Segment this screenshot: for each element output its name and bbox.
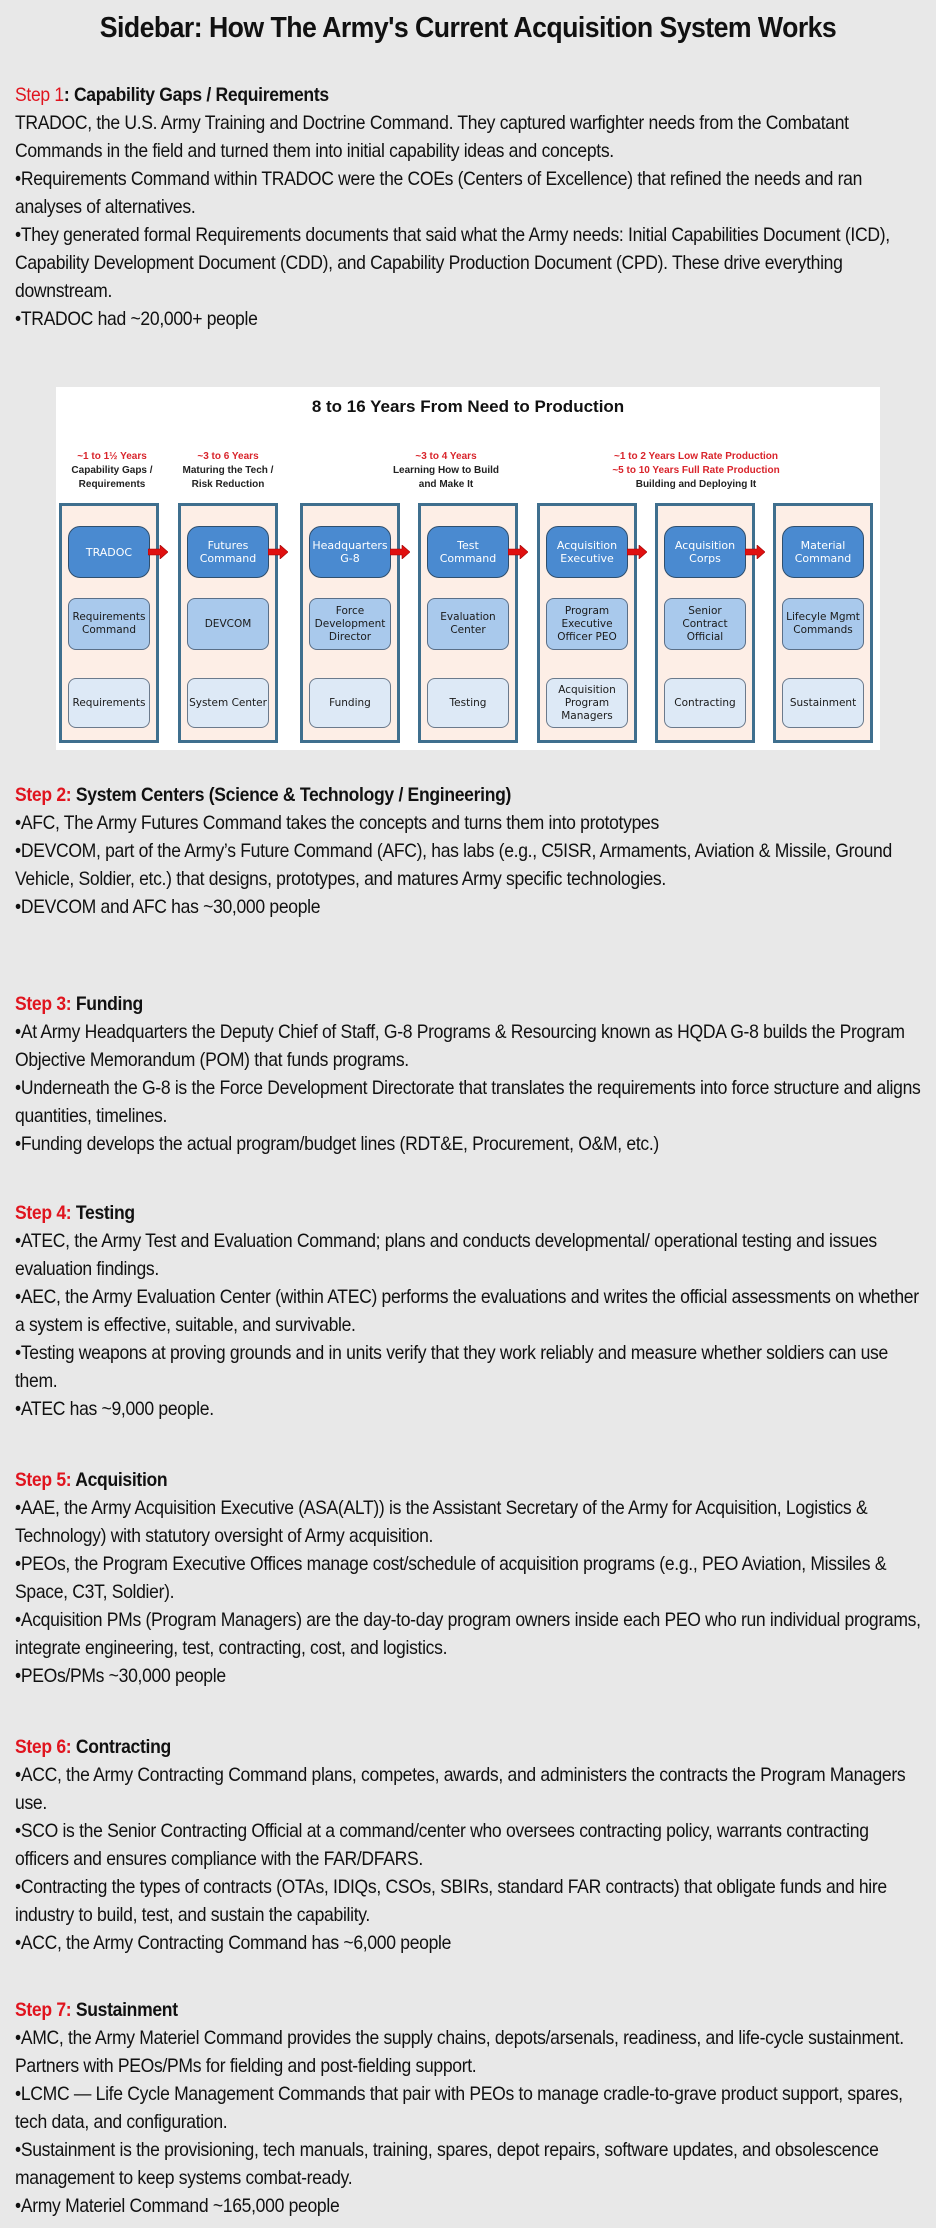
diagram-column	[773, 503, 873, 743]
section-step-2	[15, 781, 925, 921]
phase-years: ~3 to 6 Years	[197, 451, 259, 462]
function-box: System Center	[187, 678, 269, 728]
section-heading	[15, 1733, 925, 1761]
step-title: Acquisition	[75, 1469, 168, 1491]
bullet-item: •SCO is the Senior Contracting Official at a command/center who oversees contracting policy, warrants contracting officers and ensures compliance with the FAR/DFARS.	[15, 1820, 869, 1870]
right-arrow-icon	[627, 545, 647, 559]
section-step-3	[15, 990, 925, 1158]
section-heading	[15, 990, 925, 1018]
section-heading	[15, 1199, 925, 1227]
diagram-column	[300, 503, 400, 743]
bullet-item: •Army Materiel Command ~165,000 people	[15, 2195, 340, 2217]
org-box-top: Material Command	[782, 526, 864, 578]
page-title: Sidebar: How The Army's Current Acquisition System Works	[99, 12, 837, 44]
phase-name: Requirements	[78, 479, 146, 490]
function-box: Requirements	[68, 678, 150, 728]
function-box: Testing	[427, 678, 509, 728]
section-heading	[15, 1996, 925, 2024]
phase-years: ~5 to 10 Years Full Rate Production	[612, 465, 780, 476]
diagram-title: 8 to 16 Years From Need to Production	[311, 397, 625, 416]
section-heading	[15, 81, 925, 109]
section-step-5	[15, 1466, 925, 1690]
bullet-item: •Acquisition PMs (Program Managers) are the day-to-day program owners inside each PEO who run individual programs, integrate engineering, test, contracting, cost, and logistics.	[15, 1609, 921, 1659]
bullet-item: •Testing weapons at proving grounds and in units verify that they work reliably and measure whether soldiers can use them.	[15, 1342, 888, 1392]
bullet-item: •AFC, The Army Futures Command takes the concepts and turns them into prototypes	[15, 812, 659, 834]
right-arrow-icon	[390, 545, 410, 559]
step-title: Sustainment	[75, 1999, 178, 2021]
org-box-mid: Evaluation Center	[427, 598, 509, 650]
right-arrow-icon	[745, 545, 765, 559]
function-box: Sustainment	[782, 678, 864, 728]
org-box-mid: Program Executive Officer PEO	[546, 598, 628, 650]
section-step-4	[15, 1199, 925, 1423]
step-label: Step 6:	[15, 1736, 72, 1758]
step-separator: :	[63, 84, 74, 106]
phase-label	[366, 450, 526, 492]
phase-years: ~1 to 1½ Years	[77, 451, 147, 462]
org-box-top: Futures Command	[187, 526, 269, 578]
paragraph: TRADOC, the U.S. Army Training and Doctrine Command. They captured warfighter needs from the Combatant Commands in the field and turned them into initial capability ideas and concepts.	[15, 112, 849, 162]
right-arrow-icon	[268, 545, 288, 559]
section-step-1	[15, 81, 925, 333]
phase-name: Risk Reduction	[191, 479, 265, 490]
phase-label	[168, 450, 288, 492]
phase-years: ~3 to 4 Years	[415, 451, 477, 462]
org-box-mid: Lifecyle Mgmt Commands	[782, 598, 864, 650]
org-box-top: Acquisition Executive	[546, 526, 628, 578]
bullet-item: •Requirements Command within TRADOC were the COEs (Centers of Excellence) that refined the needs and ran analyses of alternatives.	[15, 168, 863, 218]
function-box: Contracting	[664, 678, 746, 728]
bullet-item: •TRADOC had ~20,000+ people	[15, 308, 258, 330]
section-step-6	[15, 1733, 925, 1957]
diagram-column	[655, 503, 755, 743]
step-label: Step 5:	[15, 1469, 72, 1491]
bullet-item: •ATEC, the Army Test and Evaluation Command; plans and conducts developmental/ operational testing and issues evaluation findings.	[15, 1230, 877, 1280]
org-box-mid: Senior Contract Official	[664, 598, 746, 650]
step-label: Step 2:	[15, 784, 72, 806]
function-box: Acquisition Program Managers	[546, 678, 628, 728]
section-step-7	[15, 1996, 925, 2220]
bullet-item: •Contracting the types of contracts (OTAs, IDIQs, CSOs, SBIRs, standard FAR contracts) that obligate funds and hire industry to build, test, and sustain the capability.	[15, 1876, 887, 1926]
bullet-item: •AMC, the Army Materiel Command provides the supply chains, depots/arsenals, readiness, and life-cycle sustainment. Partners with PEOs/PMs for fielding and post-fielding support.	[15, 2027, 904, 2077]
step-title: System Centers (Science & Technology / Engineering)	[75, 784, 512, 806]
bullet-item: •DEVCOM and AFC has ~30,000 people	[15, 896, 321, 918]
bullet-item: •PEOs, the Program Executive Offices manage cost/schedule of acquisition programs (e.g., PEO Aviation, Missiles & Space, C3T, Soldier).	[15, 1553, 887, 1603]
section-heading	[15, 781, 925, 809]
phase-name: Learning How to Build	[392, 465, 500, 476]
org-box-mid: DEVCOM	[187, 598, 269, 650]
org-box-top: Acquisition Corps	[664, 526, 746, 578]
bullet-item: •They generated formal Requirements documents that said what the Army needs: Initial Capabilities Document (ICD), Capability Development Document (CDD), and Capability Production Document (CPD). These drive everything downstream.	[15, 224, 890, 302]
diagram-column	[59, 503, 159, 743]
step-label: Step 3:	[15, 993, 72, 1015]
bullet-item: •ATEC has ~9,000 people.	[15, 1398, 214, 1420]
org-box-top: TRADOC	[68, 526, 150, 578]
phase-label	[56, 450, 168, 492]
bullet-item: •Underneath the G-8 is the Force Development Directorate that translates the requirements into force structure and aligns quantities, timelines.	[15, 1077, 921, 1127]
step-title: Funding	[75, 993, 143, 1015]
phase-name: and Make It	[418, 479, 474, 490]
section-heading	[15, 1466, 925, 1494]
phase-name: Capability Gaps /	[71, 465, 153, 476]
phase-name: Building and Deploying It	[635, 479, 757, 490]
diagram-column	[178, 503, 278, 743]
org-box-top: Test Command	[427, 526, 509, 578]
function-box: Funding	[309, 678, 391, 728]
org-box-top: Headquarters G-8	[309, 526, 391, 578]
bullet-item: •At Army Headquarters the Deputy Chief of Staff, G-8 Programs & Resourcing known as HQDA G-8 builds the Program Objective Memorandum (POM) that funds programs.	[15, 1021, 905, 1071]
right-arrow-icon	[508, 545, 528, 559]
diagram-column	[418, 503, 518, 743]
org-box-mid: Requirements Command	[68, 598, 150, 650]
diagram-column	[537, 503, 637, 743]
step-label: Step 7:	[15, 1999, 72, 2021]
step-title: Capability Gaps / Requirements	[73, 84, 329, 106]
step-title: Contracting	[75, 1736, 171, 1758]
bullet-item: •LCMC — Life Cycle Management Commands that pair with PEOs to manage cradle-to-grave product support, spares, tech data, and configuration.	[15, 2083, 903, 2133]
bullet-item: •ACC, the Army Contracting Command has ~6,000 people	[15, 1932, 452, 1954]
bullet-item: •AAE, the Army Acquisition Executive (ASA(ALT)) is the Assistant Secretary of the Army for Acquisition, Logistics & Technology) with statutory oversight of Army acquisition.	[15, 1497, 868, 1547]
bullet-item: •AEC, the Army Evaluation Center (within ATEC) performs the evaluations and writes the official assessments on whether a system is effective, suitable, and survivable.	[15, 1286, 919, 1336]
bullet-item: •Sustainment is the provisioning, tech manuals, training, spares, depot repairs, software updates, and obsolescence management to keep systems combat-ready.	[15, 2139, 879, 2189]
bullet-item: •Funding develops the actual program/budget lines (RDT&E, Procurement, O&M, etc.)	[15, 1133, 659, 1155]
step-label: Step 4:	[15, 1202, 72, 1224]
bullet-item: •PEOs/PMs ~30,000 people	[15, 1665, 226, 1687]
phase-name: Maturing the Tech /	[182, 465, 274, 476]
org-box-mid: Force Development Director	[309, 598, 391, 650]
bullet-item: •ACC, the Army Contracting Command plans, competes, awards, and administers the contracts the Program Managers use.	[15, 1764, 906, 1814]
right-arrow-icon	[148, 545, 168, 559]
step-label: Step 1	[15, 84, 64, 106]
phase-years: ~1 to 2 Years Low Rate Production	[613, 451, 779, 462]
phase-label	[576, 450, 816, 492]
step-title: Testing	[75, 1202, 135, 1224]
acquisition-timeline-diagram	[56, 387, 880, 750]
bullet-item: •DEVCOM, part of the Army’s Future Command (AFC), has labs (e.g., C5ISR, Armaments, Aviation & Missile, Ground Vehicle, Soldier, etc.) that designs, prototypes, and matures Army specific technologies.	[15, 840, 892, 890]
